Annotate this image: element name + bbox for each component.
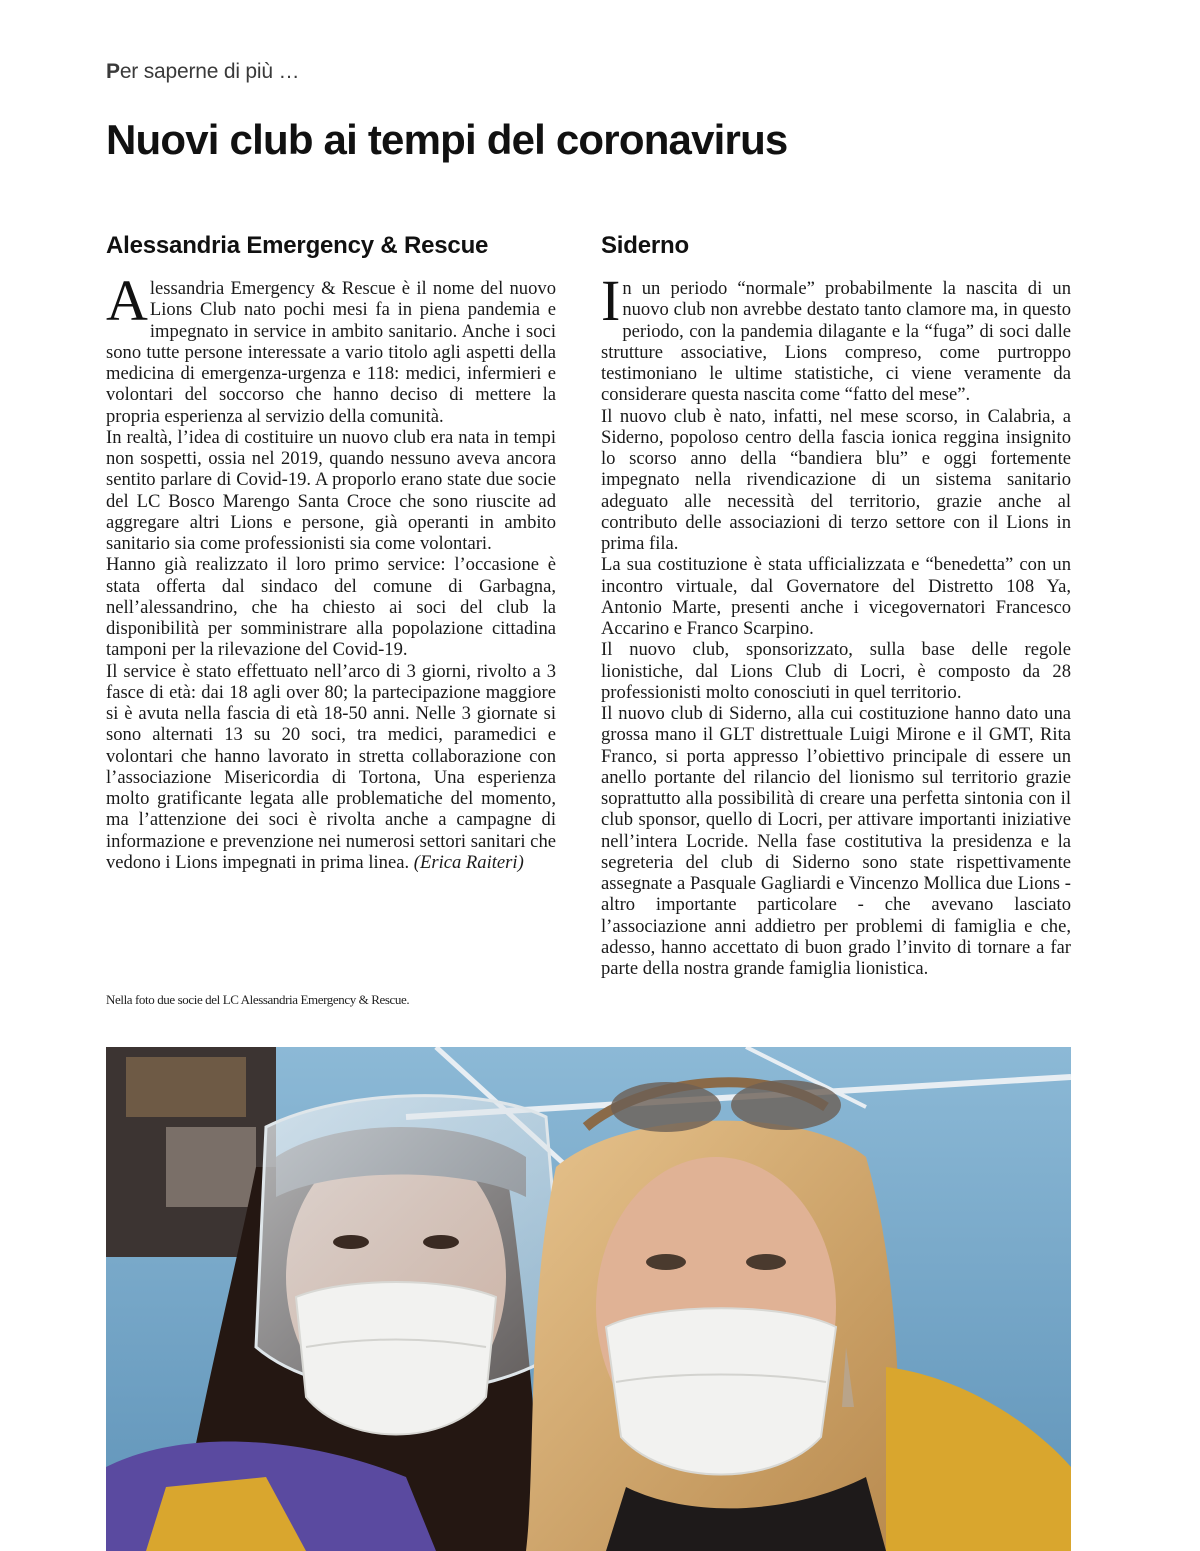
article-paragraph: La sua costituzione è stata ufficializzata e “benedetta” con un incontro virtuale, dal Governatore del Distretto 108 Ya, Antonio Marte, presenti anche i vicegovernatori Francesco Accarino e Franco Scarpino. <box>601 554 1071 639</box>
paragraph-text: n un periodo “normale” probabilmente la nascita di un nuovo club non avrebbe destato tanto clamore ma, in questo periodo, con la pandemia dilagante e la “fuga” di soci dalle strutture associative, Lions compreso, come purtroppo testimoniano le ultime statistiche, ci viene veramente da considerare questa nascita come “fatto del mese”. <box>601 278 1071 406</box>
eye <box>746 1254 786 1270</box>
eye <box>423 1235 459 1249</box>
section-label-rest: er saperne di più … <box>119 60 300 83</box>
article-photo <box>106 1047 1071 1551</box>
article-paragraph: Il nuovo club di Siderno, alla cui costituzione hanno dato una grossa mano il GLT distrettuale Luigi Mirone e il GMT, Rita Franco, si porta appresso l’obiettivo principale di essere un anello portante del rilancio del lionismo sul territorio grazie soprattutto alla possibilità di creare una perfetta sintonia con il club sponsor, quello di Locri, per attivare importanti iniziative nell’intera Locride. Nella fase costitutiva la presidenza e la segreteria del club di Siderno sono state rispettivamente assegnate a Pasquale Gagliardi e Vincenzo Mollica due Lions - altro importante particolare - che avevano lasciato l’associazione anni addietro per problemi di famiglia e che, adesso, hanno accettato di buon grado l’invito di tornare a far parte della nostra grande famiglia lionistica. <box>601 703 1071 979</box>
section-label <box>106 60 299 84</box>
article-paragraph <box>106 268 556 427</box>
ffp2-mask-left <box>296 1282 496 1435</box>
article-alessandria <box>106 232 556 873</box>
article-paragraph: Il nuovo club, sponsorizzato, sulla base delle regole lionistiche, dal Lions Club di Locri, è composto da 28 professionisti molto conosciuti in quel territorio. <box>601 639 1071 703</box>
sunglasses-lens <box>731 1080 841 1130</box>
article-heading: Siderno <box>601 232 689 259</box>
photo-caption: Nella foto due socie del LC Alessandria Emergency & Rescue. <box>106 992 410 1007</box>
drop-cap: I <box>601 268 621 333</box>
article-body <box>106 268 556 873</box>
article-paragraph: In realtà, l’idea di costituire un nuovo club era nata in tempi non sospetti, ossia nel 2019, quando nessuno aveva ancora sentito parlare di Covid-19. A proporlo erano state due socie del LC Bosco Marengo Santa Croce che sono riuscite ad aggregare altri Lions e persone, già operanti in ambito sanitario sia come professionisti sia come volontari. <box>106 426 556 554</box>
article-heading: Alessandria Emergency & Rescue <box>106 232 489 259</box>
section-label-initial: P <box>106 60 120 83</box>
paragraph-text: Il service è stato effettuato nell’arco di 3 giorni, rivolto a 3 fasce di età: dai 18 agli over 80; la partecipazione maggiore si è avuta nella fascia di età 18-50 anni. Nelle 3 giornate si sono alternati 13 su 20 soci, tra medici, paramedici e volontari che hanno lavorato in stretta collaborazione con l’associazione Misericordia di Tortona, Una esperienza molto gratificante legata alle problematiche del momento, ma l’attenzione dei soci è rivolta anche a campagne di informazione e prevenzione nei numerosi settori sanitari che vedono i Lions impegnati in prima linea. <box>106 660 556 873</box>
drop-cap: A <box>106 268 148 333</box>
sunglasses-lens <box>611 1082 721 1132</box>
page-title: Nuovi club ai tempi del coronavirus <box>106 116 788 163</box>
article-siderno <box>601 232 1071 979</box>
article-body <box>601 268 1071 979</box>
paragraph-text: lessandria Emergency & Rescue è il nome del nuovo Lions Club nato pochi mesi fa in piena pandemia e impegnato in service in ambito sanitario. Anche i soci sono tutte persone interessate a vario titolo agli aspetti della medicina di emergenza-urgenza e 118: medici, infermieri e volontari del soccorso che hanno deciso di mettere la propria esperienza al servizio della comunità. <box>106 278 556 427</box>
author-credit: (Erica Raiteri) <box>413 851 524 873</box>
article-paragraph <box>601 268 1071 406</box>
selfie-illustration <box>106 1047 1071 1551</box>
ffp2-mask-right <box>606 1308 836 1474</box>
article-paragraph <box>106 661 556 874</box>
eye <box>333 1235 369 1249</box>
article-paragraph: Il nuovo club è nato, infatti, nel mese scorso, in Calabria, a Siderno, popoloso centro della fascia ionica reggina insignito lo scorso anno della “bandiera blu” e oggi fortemente impegnato nella rivendicazione di un sistema sanitario adeguato alle necessità del territorio, grazie anche al contributo delle associazioni di terzo settore con il Lions in prima fila. <box>601 405 1071 554</box>
article-paragraph: Hanno già realizzato il loro primo service: l’occasione è stata offerta dal sindaco del comune di Garbagna, nell’alessandrino, che ha chiesto ai soci del club la disponibilità per somministrare alla popolazione cittadina tamponi per la rilevazione del Covid-19. <box>106 554 556 661</box>
background-object <box>166 1127 256 1207</box>
background-object <box>126 1057 246 1117</box>
eye <box>646 1254 686 1270</box>
